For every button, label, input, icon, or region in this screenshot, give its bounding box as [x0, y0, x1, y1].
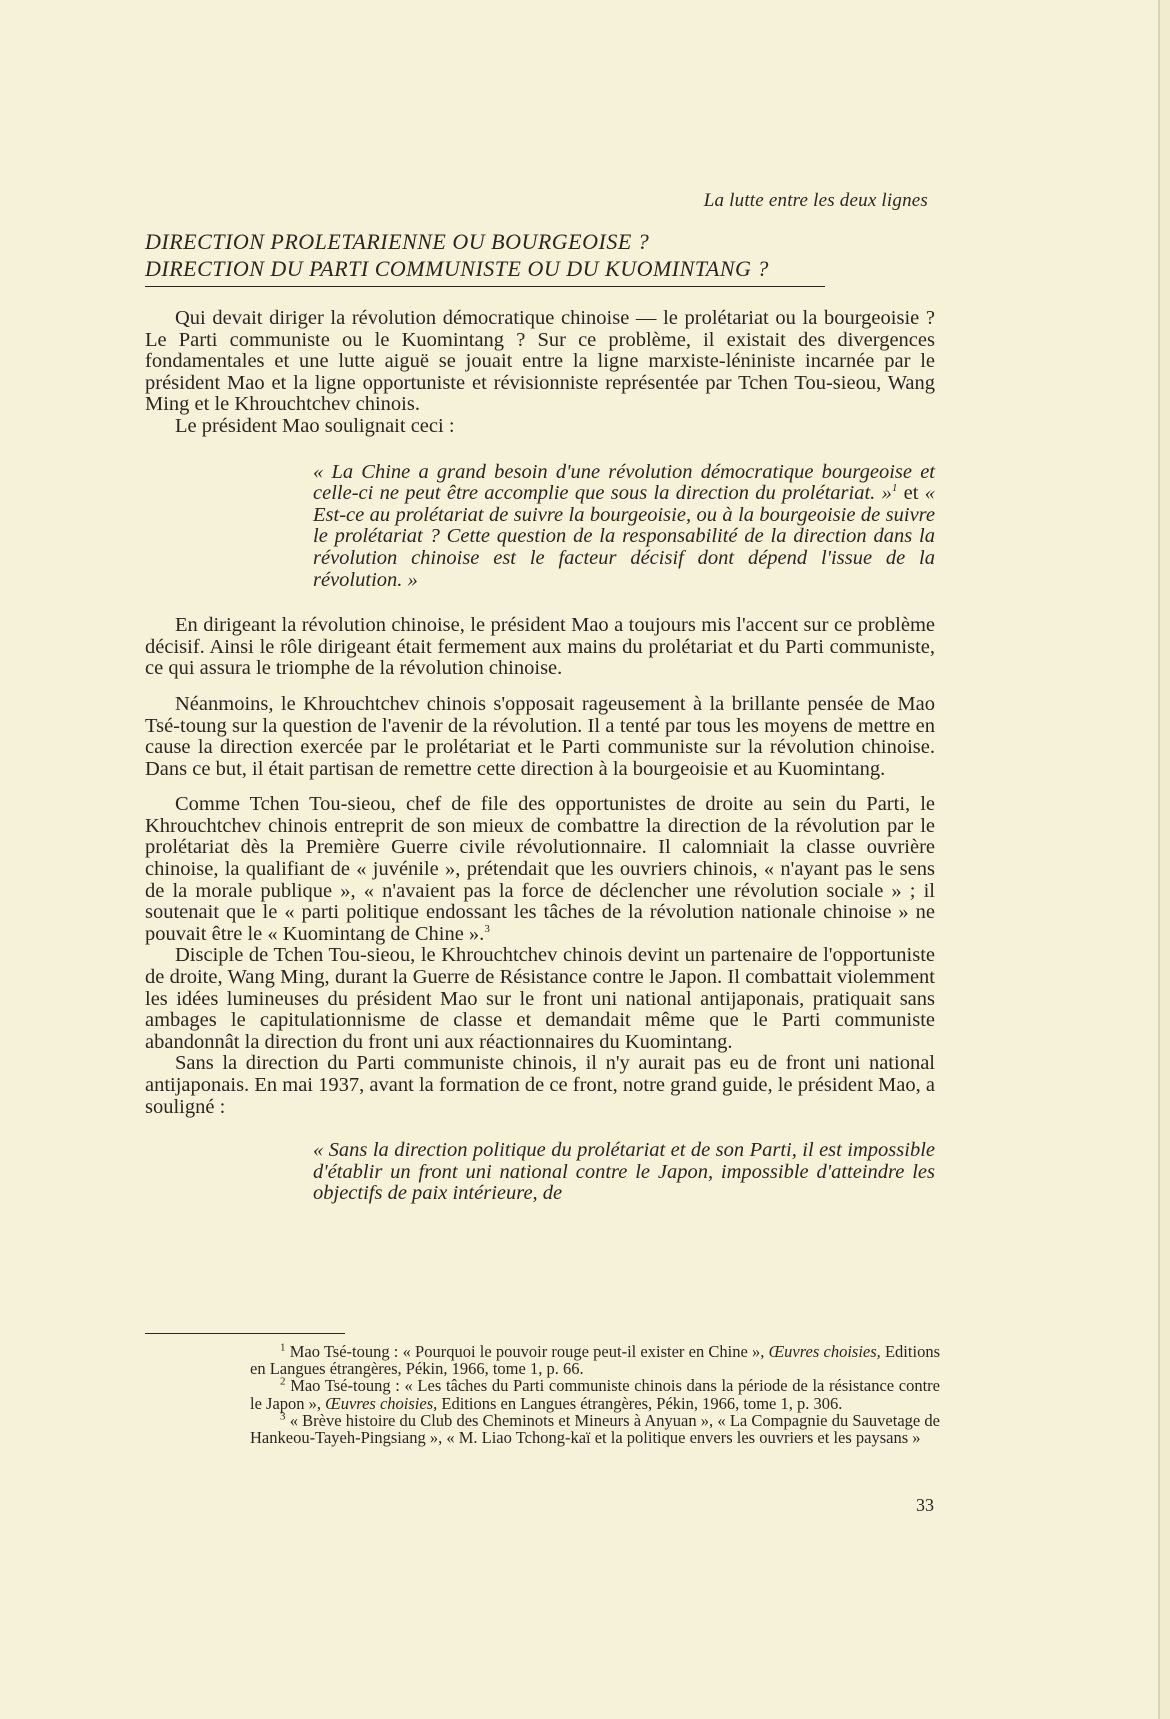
paragraph-3: En dirigeant la révolution chinoise, le président Mao a toujours mis l'accent sur ce problème décisif. Ainsi le rôle dirigeant était fermement aux mains du prolétariat et du Parti communiste, ce qui assura le triomphe de la révolution chinoise. — [145, 614, 935, 680]
footnote-1-text: Mao Tsé-toung : « Pourquoi le pouvoir rouge peut-il exister en Chine », — [289, 1342, 769, 1361]
footnote-3-number: 3 — [280, 1410, 286, 1423]
section-title-line-1: DIRECTION PROLETARIENNE OU BOURGEOISE ? — [145, 229, 650, 254]
section-title-line-2: DIRECTION DU PARTI COMMUNISTE OU DU KUOMINTANG ? — [145, 256, 769, 281]
footnote-ref-1: 1 — [891, 482, 898, 495]
footnote-2-end: Editions en Langues étrangères, Pékin, 1966, tome 1, p. 306. — [437, 1393, 843, 1413]
quote-1-part-a: « La Chine a grand besoin d'une révolution démocratique bourgeoise et celle-ci ne peut être accomplie que sous la direction du prolétariat. » — [313, 460, 935, 505]
footnote-3-text: « Brève histoire du Club des Cheminots et Mineurs à Anyuan », « La Compagnie du Sauvetage de Hankeou-Tayeh-Pingsiang », « M. Liao Tchong-kaï et la politique envers les ouvriers et les paysans » — [250, 1410, 941, 1448]
paragraph-2: Le président Mao soulignait ceci : — [175, 414, 455, 437]
section-title — [145, 228, 845, 287]
footnote-1-italic: Œuvres choisies, — [768, 1342, 881, 1361]
paragraph-5 — [145, 794, 935, 945]
footnote-2-text: Mao Tsé-toung : « Les tâches du Parti communiste chinois dans la période de la résistance contre le Japon », — [250, 1376, 941, 1413]
block-quote-1 — [313, 462, 935, 592]
paragraph-7: Sans la direction du Parti communiste chinois, il n'y aurait pas eu de front uni national antijaponais. En mai 1937, avant la formation de ce front, notre grand guide, le président Mao, a souligné : — [145, 1052, 935, 1118]
block-quote-2: « Sans la direction politique du prolétariat et de son Parti, il est impossible d'établir un front uni national contre le Japon, impossible d'atteindre les objectifs de paix intérieure, de — [313, 1139, 935, 1205]
quote-1-part-b: « Est-ce au prolétariat de suivre la bourgeoisie, ou à la bourgeoisie de suivre le prolétariat ? Cette question de la responsabilité de la direction dans la révolution chinoise est le facteur décisif dont dépend l'issue de la révolution. » — [313, 482, 935, 591]
footnote-2 — [250, 1377, 940, 1411]
paragraph-4: Néanmoins, le Khrouchtchev chinois s'opposait rageusement à la brillante pensée de Mao Tsé-toung sur la question de l'avenir de la révolution. Il a tenté par tous les moyens de mettre en cause la direction exercée par le prolétariat et le Parti communiste sur la révolution chinoise. Dans ce but, il était partisan de remettre cette direction à la bourgeoisie et au Kuomintang. — [145, 692, 935, 780]
quote-1-connector: et — [897, 482, 925, 505]
paragraph-1: Qui devait diriger la révolution démocratique chinoise — le prolétariat ou la bourgeoisie ? Le Parti communiste ou le Kuomintang ? Sur ce problème, il existait des divergences fondamentales et une lutte aiguë se jouait entre la ligne marxiste-léniniste incarnée par le président Mao et la ligne opportuniste et révisionniste représentée par Tchen Tou-sieou, Wang Ming et le Khrouchtchev chinois. — [145, 307, 935, 416]
footnote-1-number: 1 — [280, 1341, 286, 1354]
footnote-2-italic: Œuvres choisies, — [325, 1393, 438, 1413]
footnote-ref-3: 3 — [484, 923, 490, 936]
footnote-3 — [250, 1412, 940, 1446]
footnotes — [250, 1343, 940, 1446]
body-text — [145, 308, 935, 1205]
paragraph-6: Disciple de Tchen Tou-sieou, le Khrouchtchev chinois devint un partenaire de l'opportuniste de droite, Wang Ming, durant la Guerre de Résistance contre le Japon. Il combattait violemment les idées lumineuses du président Mao sur le front uni national antijaponais, pratiquait sans ambages le capitulationnisme de classe et demandait même que le Parti communiste abandonnât la direction du front uni aux réactionnaires du Kuomintang. — [145, 944, 935, 1053]
footnote-1-end: Editions en Langues étrangères, Pékin, 1966, tome 1, p. 66. — [250, 1342, 940, 1379]
footnote-2-number: 2 — [280, 1375, 286, 1388]
footnote-1 — [250, 1343, 940, 1377]
paragraph-5-text: Comme Tchen Tou-sieou, chef de file des opportunistes de droite au sein du Parti, le Khrouchtchev chinois entreprit de son mieux de combattre la direction de la révolution par le prolétariat dès la Première Guerre civile révolutionnaire. Il calomniait la classe ouvrière chinoise, la qualifiant de « juvénile », prétendait que les ouvriers chinois, « n'ayant pas le sens de la morale publique », « n'avaient pas la force de déclencher une révolution sociale » ; il soutenait que le « parti politique endossant les tâches de la révolution nationale chinoise » ne pouvait être le « Kuomintang de Chine ». — [145, 793, 935, 945]
title-underline — [145, 286, 825, 287]
footnote-separator — [145, 1333, 345, 1334]
page-number: 33 — [916, 1495, 934, 1515]
running-head: La lutte entre les deux lignes — [703, 190, 928, 211]
